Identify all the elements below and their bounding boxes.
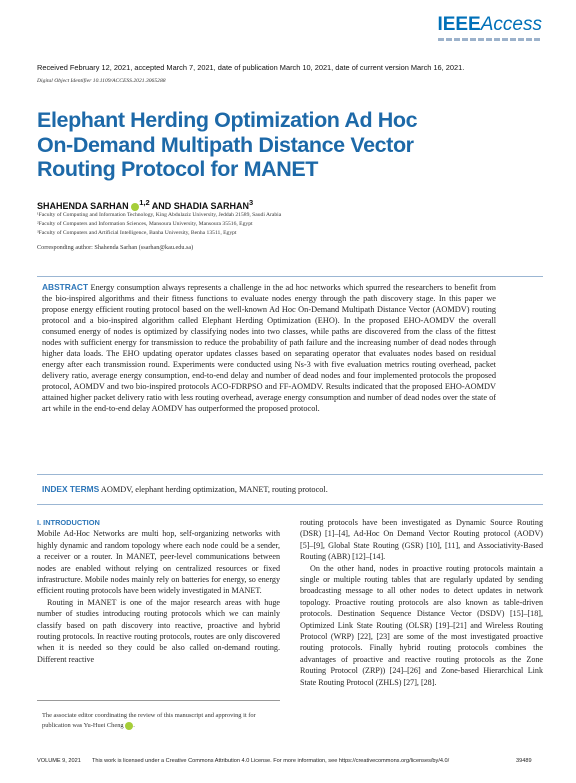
logo-tagline-bar <box>438 38 542 41</box>
doi: Digital Object Identifier 10.1109/ACCESS.2021.3065288 <box>37 78 166 84</box>
index-terms-label: INDEX TERMS <box>42 484 100 494</box>
orcid-icon[interactable] <box>131 203 139 211</box>
abstract <box>42 282 496 414</box>
affiliation-1: ¹Faculty of Computing and Information Technology, King Abdulaziz University, Jeddah 21589, Saudi Arabia <box>37 212 282 218</box>
authors <box>37 198 253 211</box>
index-terms-text: AOMDV, elephant herding optimization, MANET, routing protocol. <box>100 485 328 494</box>
publication-dates: Received February 12, 2021, accepted March 7, 2021, date of publication March 10, 2021, date of current version March 16, 2021. <box>37 63 465 72</box>
intro-paragraph-4: On the other hand, nodes in proactive routing protocols maintain a single or multiple routing tables that are regularly updated by sending broadcasting message to all other nodes to detect updates in network topology. Proactive routing protocols are also known as table-driven protocols. Destination Sequence Distance Vector (DSDV) [15]–[18], Optimized Link State Routing (OLSR) [19]–[21] and Wireless Routing Protocol (WRP) [22], [23] are some of the most investigated proactive routing protocols. Finally hybrid routing protocols combines the advantages of proactive and reactive routing protocols as the Zone Routing Protocol (ZRP)) [24]–[26] and Zone-based Hierarchical Link State Routing Protocol (ZHLS) [27], [28]. <box>300 563 543 687</box>
left-column <box>37 517 280 665</box>
footer-page-number: 39489 <box>516 758 532 764</box>
right-column <box>300 517 543 688</box>
author-1: SHAHENDA SARHAN <box>37 201 129 211</box>
author-2-affil: 3 <box>248 198 254 207</box>
index-terms <box>42 484 328 494</box>
orcid-icon[interactable] <box>125 722 133 730</box>
intro-paragraph-1: Mobile Ad-Hoc Networks are multi hop, self-organizing networks with highly dynamic and random topology where each node could be a sender, a receiver or a router. In MANET, peer-level communications between nodes are enabled without relying on centralized resources or fixed infrastructure. Mobile nodes mainly rely on batteries for energy, so energy efficient routing protocols have been widely investigated in MANET. <box>37 529 280 596</box>
abstract-top-rule <box>37 276 543 277</box>
footer-volume: VOLUME 9, 2021 <box>37 758 81 764</box>
paper-title: Elephant Herding Optimization Ad Hoc On-Demand Multipath Distance Vector Routing Protocol for MANET <box>37 108 418 181</box>
author-1-affil: 1,2 <box>139 198 150 207</box>
affiliation-3: ³Faculty of Computers and Artificial Intelligence, Banha University, Benha 13511, Egypt <box>37 230 237 236</box>
abstract-bottom-rule <box>37 474 543 475</box>
corresponding-author: Corresponding author: Shahenda Sarhan (ssarhan@kau.edu.sa) <box>37 244 194 251</box>
abstract-label: ABSTRACT <box>42 282 89 292</box>
footnote-rule <box>37 700 280 701</box>
ieee-access-logo: IEEEAccess <box>437 14 542 35</box>
abstract-text: Energy consumption always represents a challenge in the ad hoc networks which spurred the researchers to benefit from the bio-inspired algorithms and their fitness functions to evaluate nodes energy through the path discovery stage. In this paper we propose energy efficient routing protocol based on the well-known Ad Hoc On-Demand Multipath Distance Vector (AOMDV) routing protocol and a bio-inspired algorithm called Elephant Herding Optimization (EHO). In the proposed EHO-AOMDV the overall consumed energy of nodes is optimized by classifying nodes into two classes, while paths are discovered from the class of the fittest nodes with sufficient energy for transmission to reduce the probability of path failure and the increasing number of dead nodes through higher data loads. The EHO updating operator updates classes based on separating operator that evaluates nodes based on residual energy after each transmission round. Experiments were conducted using Ns-3 with five evaluation metrics routing overhead, packet delivery ratio, average energy consumption, end-to-end delay and number of dead nodes and four implemented protocols the proposed protocol, AOMDV and two bio-inspired protocols ACO-FDRPSO and FF-AOMDV. Results indicated that the proposed EHO-AOMDV attained higher packet delivery ratio with less routing overhead, average energy consumption and number of dead nodes over the state of art while in the end-to-end delay AOMDV has outperformed the proposed protocol. <box>42 283 496 413</box>
footer-license: This work is licensed under a Creative Commons Attribution 4.0 License. For more information, see https://creativecommons.org/licenses/by/4.0/ <box>92 758 450 764</box>
intro-paragraph-2: Routing in MANET is one of the major research areas with huge number of studies introducing routing protocols which we can mainly classify based on path discovery into reactive, proactive and hybrid routing protocols. In reactive routing protocols, routes are only discovered when it is needed so they could be also called on-demand routing. Different reactive <box>37 597 280 664</box>
editor-footnote: The associate editor coordinating the review of this manuscript and approving it for publication was Yu-Huei Cheng . <box>42 712 256 729</box>
section-heading: I. INTRODUCTION <box>37 518 100 527</box>
index-terms-rule <box>37 504 543 505</box>
intro-paragraph-3: routing protocols have been investigated as Dynamic Source Routing (DSR) [1]–[4], Ad-Hoc On Demand Vector Routing protocol (AODV) [5]–[9], Global State Routing (GSR) [10], [11], and Associativity-Based Routing (ABR) [12]–[14]. <box>300 518 543 562</box>
affiliation-2: ²Faculty of Computers and Information Sciences, Mansoura University, Mansoura 35516, Egypt <box>37 221 253 227</box>
author-2: AND SHADIA SARHAN <box>149 201 249 211</box>
